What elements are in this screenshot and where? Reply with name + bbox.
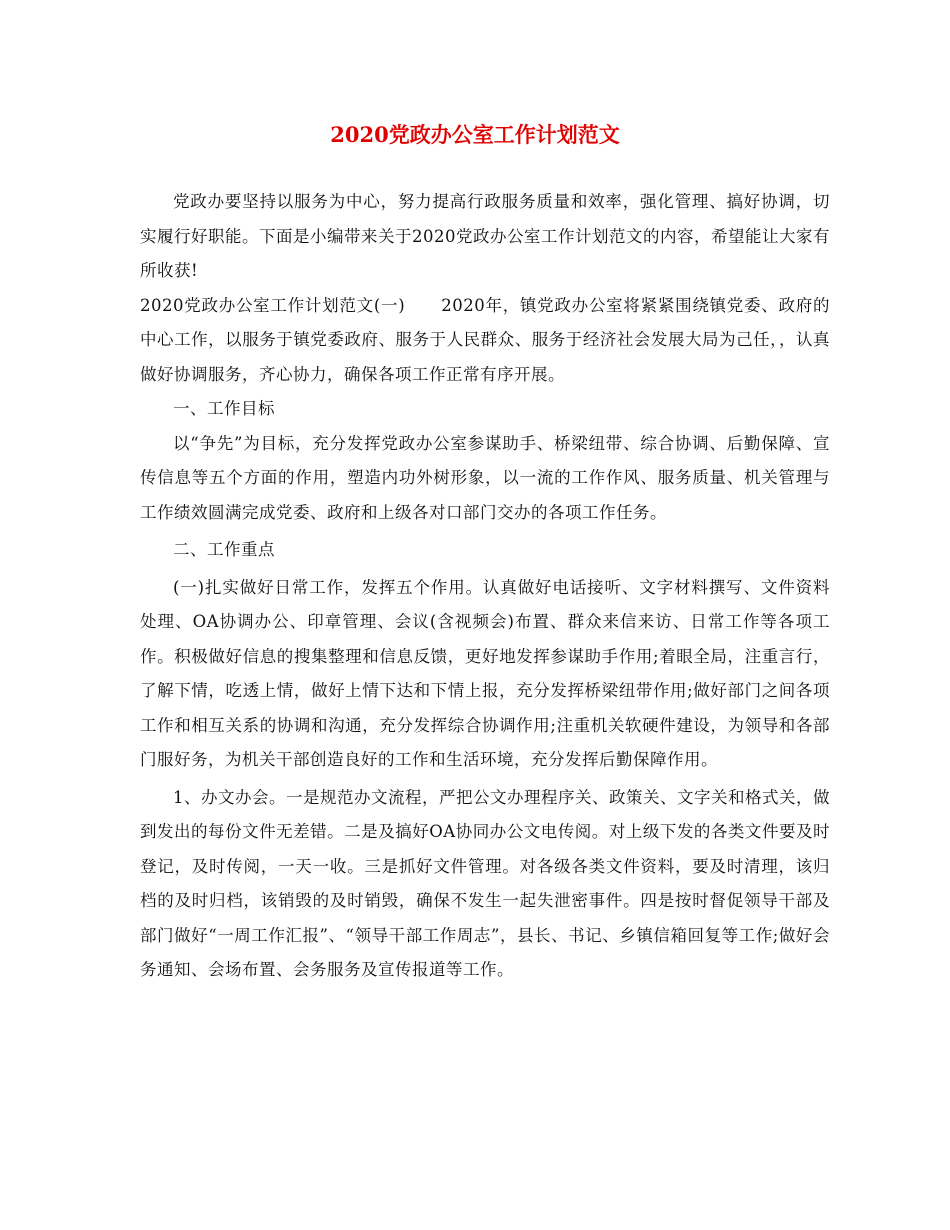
intro-paragraph: 党政办要坚持以服务为中心，努力提高行政服务质量和效率，强化管理、搞好协调，切实履行好职能。下面是小编带来关于2020党政办公室工作计划范文的内容，希望能让大家有所收获!	[140, 192, 830, 280]
section-paragraph	[140, 289, 830, 393]
section-label: 2020党政办公室工作计划范文(一)	[140, 295, 406, 315]
heading-work-goal: 一、工作目标	[173, 399, 275, 418]
heading-work-focus: 二、工作重点	[173, 540, 275, 559]
focus-paragraph: (一)扎实做好日常工作，发挥五个作用。认真做好电话接听、文字材料撰写、文件资料处理、OA协调办公、印章管理、会议(含视频会)布置、群众来信来访、日常工作等各项工作。积极做好信息的搜集整理和信息反馈，更好地发挥参谋助手作用;着眼全局，注重言行，了解下情，吃透上情，做好上情下达和下情上报，充分发挥桥梁纽带作用;做好部门之间各项工作和相互关系的协调和沟通，充分发挥综合协调作用;注重机关软硬件建设，为领导和各部门服好务，为机关干部创造良好的工作和生活环境，充分发挥后勤保障作用。	[140, 577, 830, 769]
document-body	[140, 185, 830, 988]
goal-paragraph: 以“争先”为目标，充分发挥党政办公室参谋助手、桥梁纽带、综合协调、后勤保障、宣传信息等五个方面的作用，塑造内功外树形象，以一流的工作作风、服务质量、机关管理与工作绩效圆满完成党委、政府和上级各对口部门交办的各项工作任务。	[140, 433, 830, 522]
document-title: 2020党政办公室工作计划范文	[330, 122, 620, 147]
item-paragraph: 1、办文办会。一是规范办文流程，严把公文办理程序关、政策关、文字关和格式关，做到发出的每份文件无差错。二是及搞好OA协同办公文电传阅。对上级下发的各类文件要及时登记，及时传阅，一天一收。三是抓好文件管理。对各级各类文件资料，要及时清理，该归档的及时归档，该销毁的及时销毁，确保不发生一起失泄密事件。四是按时督促领导干部及部门做好“一周工作汇报”、“领导干部工作周志”，县长、书记、乡镇信箱回复等工作;做好会务通知、会场布置、会务服务及宣传报道等工作。	[140, 787, 830, 979]
section-text: 2020年，镇党政办公室将紧紧围绕镇党委、政府的中心工作，以服务于镇党委政府、服务于人民群众、服务于经济社会发展大局为己任，，认真做好协调服务，齐心协力，确保各项工作正常有序开展。	[140, 295, 830, 384]
